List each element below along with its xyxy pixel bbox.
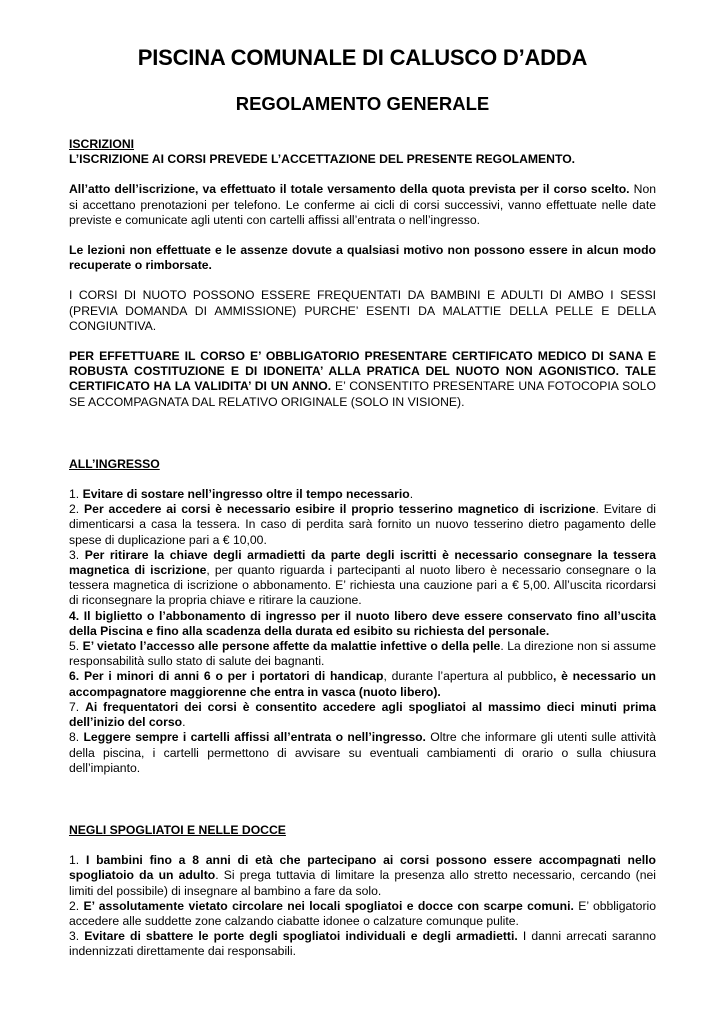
ingresso-item-5: 5. E’ vietato l’accesso alle persone affette da malattie infettive o della pelle. La direzione non si assume responsabilità sullo stato di salute dei bagnanti. <box>69 639 656 669</box>
iscrizioni-intro: L’ISCRIZIONE AI CORSI PREVEDE L’ACCETTAZIONE DEL PRESENTE REGOLAMENTO. <box>69 152 576 167</box>
ingresso-item-4: 4. Il biglietto o l’abbonamento di ingresso per il nuoto libero deve essere conservato fino all’uscita della Piscina e fino alla scadenza della durata ed esibito su richiesta del personale. <box>69 608 656 638</box>
spogliatoi-item-2: 2. E’ assolutamente vietato circolare nei locali spogliatoi e docce con scarpe comuni. E’ obbligatorio accedere alle suddette zone calzando ciabatte idonee o calzature comunque pulite. <box>69 898 656 928</box>
iscrizioni-paragraph-2: Le lezioni non effettuate e le assenze dovute a qualsiasi motivo non possono essere in alcun modo recuperate o rimborsate. <box>69 243 656 273</box>
document-subtitle: REGOLAMENTO GENERALE <box>235 93 490 114</box>
section-spogliatoi <box>69 823 656 960</box>
spogliatoi-item-3: 3. Evitare di sbattere le porte degli spogliatoi individuali e degli armadietti. I danni arrecati saranno indennizzati direttamente dai responsabili. <box>69 929 656 959</box>
document-title: PISCINA COMUNALE DI CALUSCO D’ADDA <box>137 45 588 70</box>
ingresso-item-6: 6. Per i minori di anni 6 o per i portatori di handicap, durante l’apertura al pubblico, è necessario un accompagnatore maggiorenne che entra in vasca (nuoto libero). <box>69 669 656 699</box>
ingresso-item-2: 2. Per accedere ai corsi è necessario esibire il proprio tesserino magnetico di iscrizione. Evitare di dimenticarsi a casa la tessera. In caso di perdita sarà fornito un nuovo tesserino dietro pagamento delle spese di duplicazione pari a € 10,00. <box>69 502 656 547</box>
ingresso-item-8: 8. Leggere sempre i cartelli affissi all’entrata o nell’ingresso. Oltre che informare gli utenti sulle attività della piscina, i cartelli permettono di avvisare su eventuali cambiamenti di orario o sulla chiusura dell’impianto. <box>69 730 656 775</box>
ingresso-item-7: 7. Ai frequentatori dei corsi è consentito accedere agli spogliatoi al massimo dieci minuti prima dell’inizio del corso. <box>69 699 656 730</box>
ingresso-item-1: 1. Evitare di sostare nell’ingresso oltre il tempo necessario. <box>69 487 414 502</box>
iscrizioni-paragraph-1: All’atto dell’iscrizione, va effettuato il totale versamento della quota prevista per il corso scelto. Non si accettano prenotazioni per telefono. Le conferme ai cicli di corsi successivi, vanno effettuate nelle date previste e comunicate agli utenti con cartelli affissi all’entrata o nell’ingresso. <box>69 182 657 227</box>
iscrizioni-paragraph-4: PER EFFETTUARE IL CORSO E’ OBBLIGATORIO PRESENTARE CERTIFICATO MEDICO DI SANA E ROBUSTA COSTITUZIONE E DI IDONEITA’ ALLA PRATICA DEL NUOTO NON AGONISTICO. TALE CERTIFICATO HA LA VALIDITA’ DI UN ANNO. E’ CONSENTITO PRESENTARE UNA FOTOCOPIA SOLO SE ACCOMPAGNATA DAL RELATIVO ORIGINALE (SOLO IN VISIONE). <box>69 349 656 409</box>
section-heading-ingresso: ALL’INGRESSO <box>69 456 160 471</box>
section-heading-spogliatoi: NEGLI SPOGLIATOI E NELLE DOCCE <box>69 822 286 837</box>
document-body <box>69 137 656 960</box>
section-heading-iscrizioni: ISCRIZIONI <box>69 137 135 151</box>
ingresso-item-3: 3. Per ritirare la chiave degli armadietti da parte degli iscritti è necessario consegnare la tessera magnetica di iscrizione, per quanto riguarda i partecipanti al nuoto libero è necessario consegnare o la tessera magnetica di iscrizione o abbonamento. E’ richiesta una cauzione pari a € 5,00. All’uscita ricordarsi di riconsegnare la propria chiave e ritirare la cauzione. <box>69 547 656 608</box>
spogliatoi-item-1: 1. I bambini fino a 8 anni di età che partecipano ai corsi possono essere accompagnati nello spogliatoio da un adulto. Si prega tuttavia di limitare la presenza allo stretto necessario, cercando (nei limiti del possibile) di insegnare al bambino a fare da solo. <box>69 853 657 898</box>
section-iscrizioni <box>69 137 656 410</box>
iscrizioni-paragraph-3: I CORSI DI NUOTO POSSONO ESSERE FREQUENTATI DA BAMBINI E ADULTI DI AMBO I SESSI (PREVIA DOMANDA DI AMMISSIONE) PURCHE’ ESENTI DA MALATTIE DELLA PELLE E DELLA CONGIUNTIVA. <box>69 288 656 333</box>
section-ingresso <box>69 457 656 776</box>
